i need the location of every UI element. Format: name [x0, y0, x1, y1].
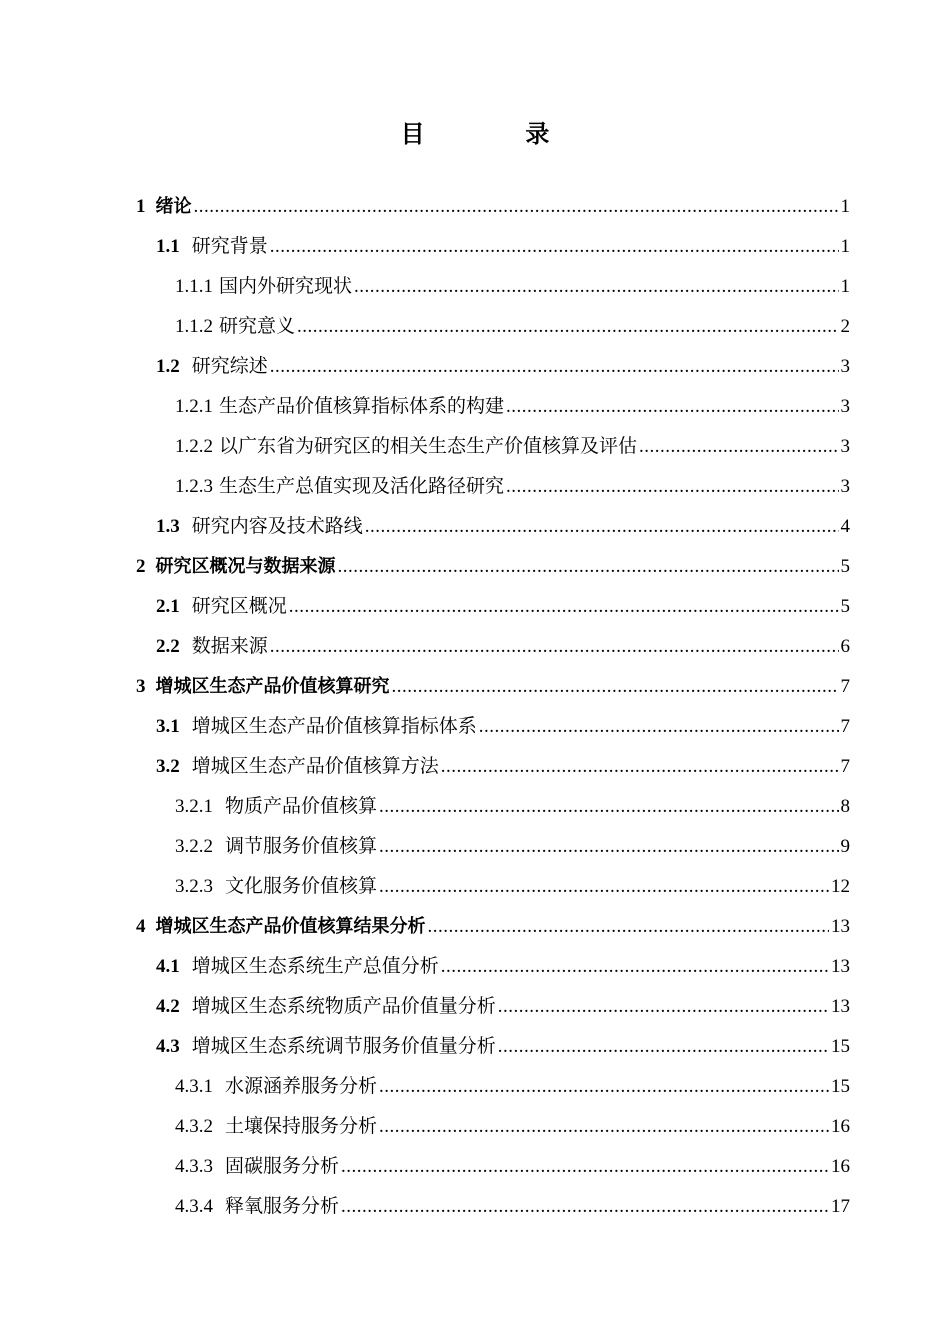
toc-entry-title: 固碳服务分析	[225, 1156, 340, 1177]
toc-dot-leader	[441, 947, 829, 987]
toc-entry-number: 1.3	[156, 516, 180, 537]
toc-entry-number: 3.2.3	[175, 876, 213, 897]
toc-entry-number: 4	[136, 916, 146, 937]
toc-entry-number: 3.1	[156, 716, 180, 737]
toc-entry-number: 1.1.1	[175, 276, 213, 297]
toc-entry-page: 17	[831, 1196, 850, 1217]
toc-entry-page: 7	[840, 676, 850, 697]
toc-entry[interactable]	[136, 1107, 850, 1147]
toc-entry-page: 3	[840, 356, 850, 377]
toc-entry-page: 2	[840, 316, 850, 337]
toc-entry-page: 3	[840, 476, 850, 497]
toc-entry-number: 1	[136, 196, 146, 217]
toc-entry-title: 增城区生态系统生产总值分析	[191, 956, 439, 977]
toc-entry-number: 1.2.3	[175, 476, 213, 497]
toc-entry[interactable]	[136, 467, 850, 507]
toc-entry-page: 13	[831, 996, 850, 1017]
toc-entry[interactable]	[136, 627, 850, 667]
toc-entry-title: 生态生产总值实现及活化路径研究	[219, 476, 505, 497]
page-title: 目 录	[400, 120, 588, 148]
toc-entry-page: 5	[840, 596, 850, 617]
toc-dot-leader	[392, 667, 839, 707]
toc-entry[interactable]	[136, 827, 850, 867]
toc-entry[interactable]	[136, 707, 850, 747]
toc-entry-title: 数据来源	[191, 636, 268, 657]
toc-dot-leader	[194, 187, 839, 227]
toc-entry-title: 生态产品价值核算指标体系的构建	[219, 396, 505, 417]
toc-entry-page: 1	[840, 276, 850, 297]
toc-entry[interactable]	[136, 507, 850, 547]
toc-entry-title: 研究区概况	[191, 596, 287, 617]
toc-entry-page: 15	[831, 1076, 850, 1097]
toc-entry-page: 7	[840, 716, 850, 737]
toc-dot-leader	[639, 427, 838, 467]
toc-entry[interactable]	[136, 747, 850, 787]
toc-entry-title: 释氧服务分析	[225, 1196, 340, 1217]
toc-entry-title: 增城区生态系统物质产品价值量分析	[191, 996, 496, 1017]
toc-entry-title: 增城区生态系统调节服务价值量分析	[191, 1036, 496, 1057]
toc-dot-leader	[498, 1027, 829, 1067]
toc-entry-page: 3	[840, 436, 850, 457]
toc-entry[interactable]	[136, 267, 850, 307]
toc-entry-number: 4.1	[156, 956, 180, 977]
toc-entry[interactable]	[136, 347, 850, 387]
toc-entry-title: 文化服务价值核算	[225, 876, 378, 897]
toc-entry-page: 13	[831, 916, 850, 937]
toc-dot-leader	[479, 707, 839, 747]
toc-entry-number: 1.2.2	[175, 436, 213, 457]
toc-entry-page: 4	[840, 516, 850, 537]
toc-entry-number: 3.2.1	[175, 796, 213, 817]
toc-dot-leader	[341, 1147, 829, 1187]
toc-entry[interactable]	[136, 667, 850, 707]
toc-entry-title: 绪论	[155, 196, 192, 217]
toc-entry-number: 4.3	[156, 1036, 180, 1057]
toc-dot-leader	[297, 307, 838, 347]
toc-entry[interactable]	[136, 587, 850, 627]
toc-entry-page: 1	[840, 196, 850, 217]
toc-entry-page: 9	[840, 836, 850, 857]
toc-entry[interactable]	[136, 1067, 850, 1107]
toc-entry-number: 4.3.1	[175, 1076, 213, 1097]
toc-entry[interactable]	[136, 547, 850, 587]
toc-entry-number: 4.2	[156, 996, 180, 1017]
toc-entry-title: 增城区生态产品价值核算研究	[155, 676, 390, 697]
toc-entry-number: 2.2	[156, 636, 180, 657]
toc-entry-title: 调节服务价值核算	[225, 836, 378, 857]
toc-dot-leader	[270, 227, 839, 267]
toc-entry[interactable]	[136, 427, 850, 467]
toc-dot-leader	[379, 787, 838, 827]
toc-entry-title: 水源涵养服务分析	[225, 1076, 378, 1097]
toc-entry-title: 研究区概况与数据来源	[155, 556, 336, 577]
toc-entry-title: 增城区生态产品价值核算指标体系	[191, 716, 477, 737]
toc-dot-leader	[506, 467, 838, 507]
toc-entry-page: 8	[840, 796, 850, 817]
toc-entry-title: 土壤保持服务分析	[225, 1116, 378, 1137]
toc-entry[interactable]	[136, 387, 850, 427]
toc-entry-title: 研究背景	[191, 236, 268, 257]
toc-entry-number: 1.1.2	[175, 316, 213, 337]
toc-entry-number: 3	[136, 676, 146, 697]
toc-entry-title: 研究内容及技术路线	[191, 516, 363, 537]
toc-entry-page: 1	[840, 236, 850, 257]
toc-entry[interactable]	[136, 227, 850, 267]
toc-entry-page: 16	[831, 1156, 850, 1177]
toc-entry-title: 研究意义	[219, 316, 296, 337]
toc-entry-number: 4.3.3	[175, 1156, 213, 1177]
toc-entry-page: 3	[840, 396, 850, 417]
toc-entry-title: 增城区生态产品价值核算结果分析	[155, 916, 426, 937]
toc-entry-title: 国内外研究现状	[219, 276, 353, 297]
toc-entry-number: 4.3.4	[175, 1196, 213, 1217]
toc-entry[interactable]	[136, 1027, 850, 1067]
toc-entry[interactable]	[136, 187, 850, 227]
toc-entry-title: 物质产品价值核算	[225, 796, 378, 817]
toc-dot-leader	[379, 1107, 829, 1147]
toc-entry[interactable]	[136, 947, 850, 987]
toc-entry-page: 7	[840, 756, 850, 777]
toc-entry-page: 16	[831, 1116, 850, 1137]
toc-entry-page: 15	[831, 1036, 850, 1057]
toc-entry-number: 1.2.1	[175, 396, 213, 417]
toc-entry-number: 2.1	[156, 596, 180, 617]
toc-entry-number: 2	[136, 556, 146, 577]
toc-dot-leader	[289, 587, 839, 627]
toc-entry-page: 12	[831, 876, 850, 897]
toc-entry-page: 5	[840, 556, 850, 577]
toc-entry-number: 3.2.2	[175, 836, 213, 857]
toc-entry-title: 研究综述	[191, 356, 268, 377]
table-of-contents	[136, 187, 850, 1227]
toc-entry[interactable]	[136, 307, 850, 347]
toc-dot-leader	[498, 987, 829, 1027]
toc-dot-leader	[379, 1067, 829, 1107]
toc-entry[interactable]	[136, 867, 850, 907]
toc-dot-leader	[354, 267, 838, 307]
toc-entry-number: 3.2	[156, 756, 180, 777]
toc-entry-page: 13	[831, 956, 850, 977]
toc-dot-leader	[338, 547, 839, 587]
toc-dot-leader	[506, 387, 838, 427]
toc-entry-number: 1.1	[156, 236, 180, 257]
toc-entry[interactable]	[136, 787, 850, 827]
toc-entry-page: 6	[840, 636, 850, 657]
toc-entry[interactable]	[136, 907, 850, 947]
toc-dot-leader	[270, 347, 839, 387]
toc-entry[interactable]	[136, 1187, 850, 1227]
toc-entry-title: 以广东省为研究区的相关生态生产价值核算及评估	[219, 436, 638, 457]
toc-entry-number: 1.2	[156, 356, 180, 377]
toc-entry-title: 增城区生态产品价值核算方法	[191, 756, 439, 777]
toc-entry[interactable]	[136, 987, 850, 1027]
toc-dot-leader	[428, 907, 830, 947]
toc-entry-number: 4.3.2	[175, 1116, 213, 1137]
toc-dot-leader	[379, 867, 829, 907]
toc-entry[interactable]	[136, 1147, 850, 1187]
toc-dot-leader	[441, 747, 839, 787]
toc-dot-leader	[379, 827, 838, 867]
toc-dot-leader	[270, 627, 839, 667]
toc-dot-leader	[341, 1187, 829, 1227]
toc-dot-leader	[365, 507, 839, 547]
